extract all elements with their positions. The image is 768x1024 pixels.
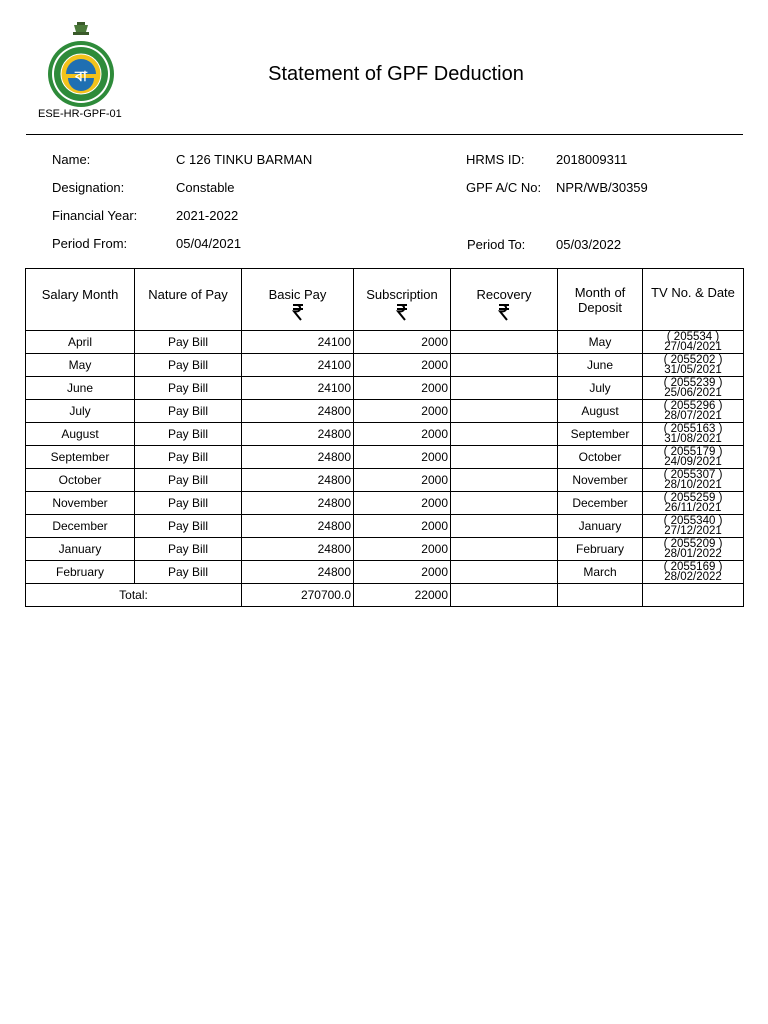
cell-tv-no-date: [643, 469, 744, 492]
cell-basic-pay: 24100: [242, 331, 354, 354]
header-recovery: [451, 269, 558, 331]
cell-basic-pay: 24800: [242, 469, 354, 492]
rupee-icon: [395, 303, 409, 321]
period-from-value: 05/04/2021: [176, 236, 242, 251]
table-body: [26, 331, 744, 584]
total-row: [26, 584, 744, 607]
cell-subscription: 2000: [354, 400, 451, 423]
designation-label: Designation:: [52, 180, 125, 195]
tv-number: ( 2055202 ): [663, 354, 723, 366]
header-divider: [26, 134, 743, 135]
tv-date: 31/05/2021: [664, 364, 722, 376]
cell-salary-month: October: [26, 469, 135, 492]
cell-tv-no-date: [643, 561, 744, 584]
total-deposit: [558, 584, 643, 607]
period-to-label: Period To:: [467, 237, 526, 252]
table-row: [26, 354, 744, 377]
table-row: [26, 561, 744, 584]
cell-recovery: [451, 561, 558, 584]
tv-date: 28/02/2022: [664, 571, 722, 583]
header-nature-of-pay-label: Nature of Pay: [148, 287, 228, 302]
cell-tv-no-date: [643, 354, 744, 377]
table-row: [26, 538, 744, 561]
cell-month-of-deposit: September: [558, 423, 643, 446]
gpf-account-value: NPR/WB/30359: [556, 180, 648, 195]
cell-salary-month: September: [26, 446, 135, 469]
rupee-icon: [291, 303, 305, 321]
cell-nature-of-pay: Pay Bill: [135, 377, 242, 400]
cell-basic-pay: 24800: [242, 400, 354, 423]
cell-month-of-deposit: May: [558, 331, 643, 354]
cell-salary-month: May: [26, 354, 135, 377]
cell-month-of-deposit: July: [558, 377, 643, 400]
cell-subscription: 2000: [354, 515, 451, 538]
total-subscription: 22000: [354, 584, 451, 607]
cell-tv-no-date: [643, 377, 744, 400]
cell-nature-of-pay: Pay Bill: [135, 515, 242, 538]
header-recovery-label: Recovery: [476, 287, 532, 302]
tv-number: ( 2055179 ): [663, 446, 723, 458]
cell-salary-month: December: [26, 515, 135, 538]
cell-nature-of-pay: Pay Bill: [135, 400, 242, 423]
table-row: [26, 446, 744, 469]
tv-number: ( 2055209 ): [663, 538, 723, 550]
cell-nature-of-pay: Pay Bill: [135, 561, 242, 584]
cell-month-of-deposit: March: [558, 561, 643, 584]
header-salary-month: [26, 269, 135, 331]
hrms-id-label: HRMS ID:: [466, 152, 525, 167]
cell-tv-no-date: [643, 515, 744, 538]
header-subscription: [354, 269, 451, 331]
header-month-of-deposit: [558, 269, 643, 331]
tv-date: 28/10/2021: [664, 479, 722, 491]
financial-year-value: 2021-2022: [176, 208, 239, 223]
cell-recovery: [451, 331, 558, 354]
cell-subscription: 2000: [354, 423, 451, 446]
cell-subscription: 2000: [354, 354, 451, 377]
table-row: [26, 423, 744, 446]
cell-nature-of-pay: Pay Bill: [135, 469, 242, 492]
table-row: [26, 331, 744, 354]
cell-tv-no-date: [643, 331, 744, 354]
page-title: Statement of GPF Deduction: [268, 63, 524, 85]
header-basic-pay-label: Basic Pay: [268, 287, 327, 302]
cell-subscription: 2000: [354, 469, 451, 492]
period-to-value: 05/03/2022: [556, 237, 622, 252]
cell-basic-pay: 24100: [242, 354, 354, 377]
cell-salary-month: April: [26, 331, 135, 354]
table-row: [26, 400, 744, 423]
table-row: [26, 515, 744, 538]
tv-number: ( 2055307 ): [663, 469, 723, 481]
cell-tv-no-date: [643, 492, 744, 515]
cell-nature-of-pay: Pay Bill: [135, 446, 242, 469]
gpf-account-label: GPF A/C No:: [466, 180, 542, 195]
cell-recovery: [451, 377, 558, 400]
cell-recovery: [451, 469, 558, 492]
header-salary-month-label: Salary Month: [41, 287, 119, 302]
tv-number: ( 2055169 ): [663, 561, 723, 573]
tv-number: ( 205534 ): [666, 331, 720, 343]
total-basic-pay: 270700.0: [242, 584, 354, 607]
financial-year-label: Financial Year:: [52, 208, 138, 223]
header-tv-label: TV No. & Date: [651, 285, 735, 300]
tv-date: 28/07/2021: [664, 410, 722, 422]
tv-date: 25/06/2021: [664, 387, 722, 399]
cell-basic-pay: 24800: [242, 423, 354, 446]
header-basic-pay: [242, 269, 354, 331]
cell-salary-month: July: [26, 400, 135, 423]
cell-salary-month: August: [26, 423, 135, 446]
cell-nature-of-pay: Pay Bill: [135, 331, 242, 354]
cell-month-of-deposit: February: [558, 538, 643, 561]
tv-date: 31/08/2021: [664, 433, 722, 445]
cell-recovery: [451, 538, 558, 561]
cell-tv-no-date: [643, 400, 744, 423]
cell-recovery: [451, 446, 558, 469]
cell-basic-pay: 24800: [242, 446, 354, 469]
cell-subscription: 2000: [354, 446, 451, 469]
tv-number: ( 2055259 ): [663, 492, 723, 504]
cell-recovery: [451, 423, 558, 446]
cell-subscription: 2000: [354, 561, 451, 584]
total-recovery: [451, 584, 558, 607]
designation-value: Constable: [176, 180, 235, 195]
gpf-deduction-table: [25, 268, 744, 607]
cell-tv-no-date: [643, 423, 744, 446]
tv-date: 26/11/2021: [664, 502, 722, 514]
name-label: Name:: [52, 152, 91, 167]
header-deposit-line2: Deposit: [577, 300, 623, 315]
header-subscription-label: Subscription: [366, 287, 438, 302]
cell-nature-of-pay: Pay Bill: [135, 492, 242, 515]
cell-month-of-deposit: January: [558, 515, 643, 538]
cell-subscription: 2000: [354, 492, 451, 515]
tv-date: 27/04/2021: [664, 341, 722, 353]
tv-date: 28/01/2022: [664, 548, 722, 560]
header-nature-of-pay: [135, 269, 242, 331]
cell-nature-of-pay: Pay Bill: [135, 354, 242, 377]
cell-month-of-deposit: June: [558, 354, 643, 377]
total-tv: [643, 584, 744, 607]
cell-month-of-deposit: December: [558, 492, 643, 515]
form-code: ESE-HR-GPF-01: [38, 108, 122, 120]
tv-number: ( 2055239 ): [663, 377, 723, 389]
cell-month-of-deposit: November: [558, 469, 643, 492]
name-value: C 126 TINKU BARMAN: [176, 152, 313, 167]
tv-number: ( 2055163 ): [663, 423, 723, 435]
cell-tv-no-date: [643, 446, 744, 469]
cell-month-of-deposit: October: [558, 446, 643, 469]
svg-text:বা: বা: [75, 69, 87, 85]
cell-subscription: 2000: [354, 538, 451, 561]
cell-nature-of-pay: Pay Bill: [135, 423, 242, 446]
table-header-row: [26, 269, 744, 331]
cell-subscription: 2000: [354, 377, 451, 400]
cell-salary-month: June: [26, 377, 135, 400]
cell-nature-of-pay: Pay Bill: [135, 538, 242, 561]
tv-number: ( 2055296 ): [663, 400, 723, 412]
cell-recovery: [451, 492, 558, 515]
tv-number: ( 2055340 ): [663, 515, 723, 527]
tv-date: 24/09/2021: [664, 456, 722, 468]
cell-salary-month: November: [26, 492, 135, 515]
cell-basic-pay: 24800: [242, 561, 354, 584]
table-row: [26, 492, 744, 515]
cell-salary-month: January: [26, 538, 135, 561]
table-row: [26, 377, 744, 400]
cell-tv-no-date: [643, 538, 744, 561]
cell-basic-pay: 24100: [242, 377, 354, 400]
cell-basic-pay: 24800: [242, 492, 354, 515]
cell-salary-month: February: [26, 561, 135, 584]
cell-recovery: [451, 354, 558, 377]
cell-recovery: [451, 400, 558, 423]
period-from-label: Period From:: [52, 236, 128, 251]
total-label: Total:: [26, 584, 242, 607]
cell-recovery: [451, 515, 558, 538]
header-tv-no-date: [643, 269, 744, 331]
table-row: [26, 469, 744, 492]
cell-subscription: 2000: [354, 331, 451, 354]
cell-basic-pay: 24800: [242, 538, 354, 561]
cell-month-of-deposit: August: [558, 400, 643, 423]
header-deposit-line1: Month of: [574, 285, 626, 300]
cell-basic-pay: 24800: [242, 515, 354, 538]
tv-date: 27/12/2021: [664, 525, 722, 537]
hrms-id-value: 2018009311: [556, 152, 628, 167]
rupee-icon: [497, 303, 511, 321]
